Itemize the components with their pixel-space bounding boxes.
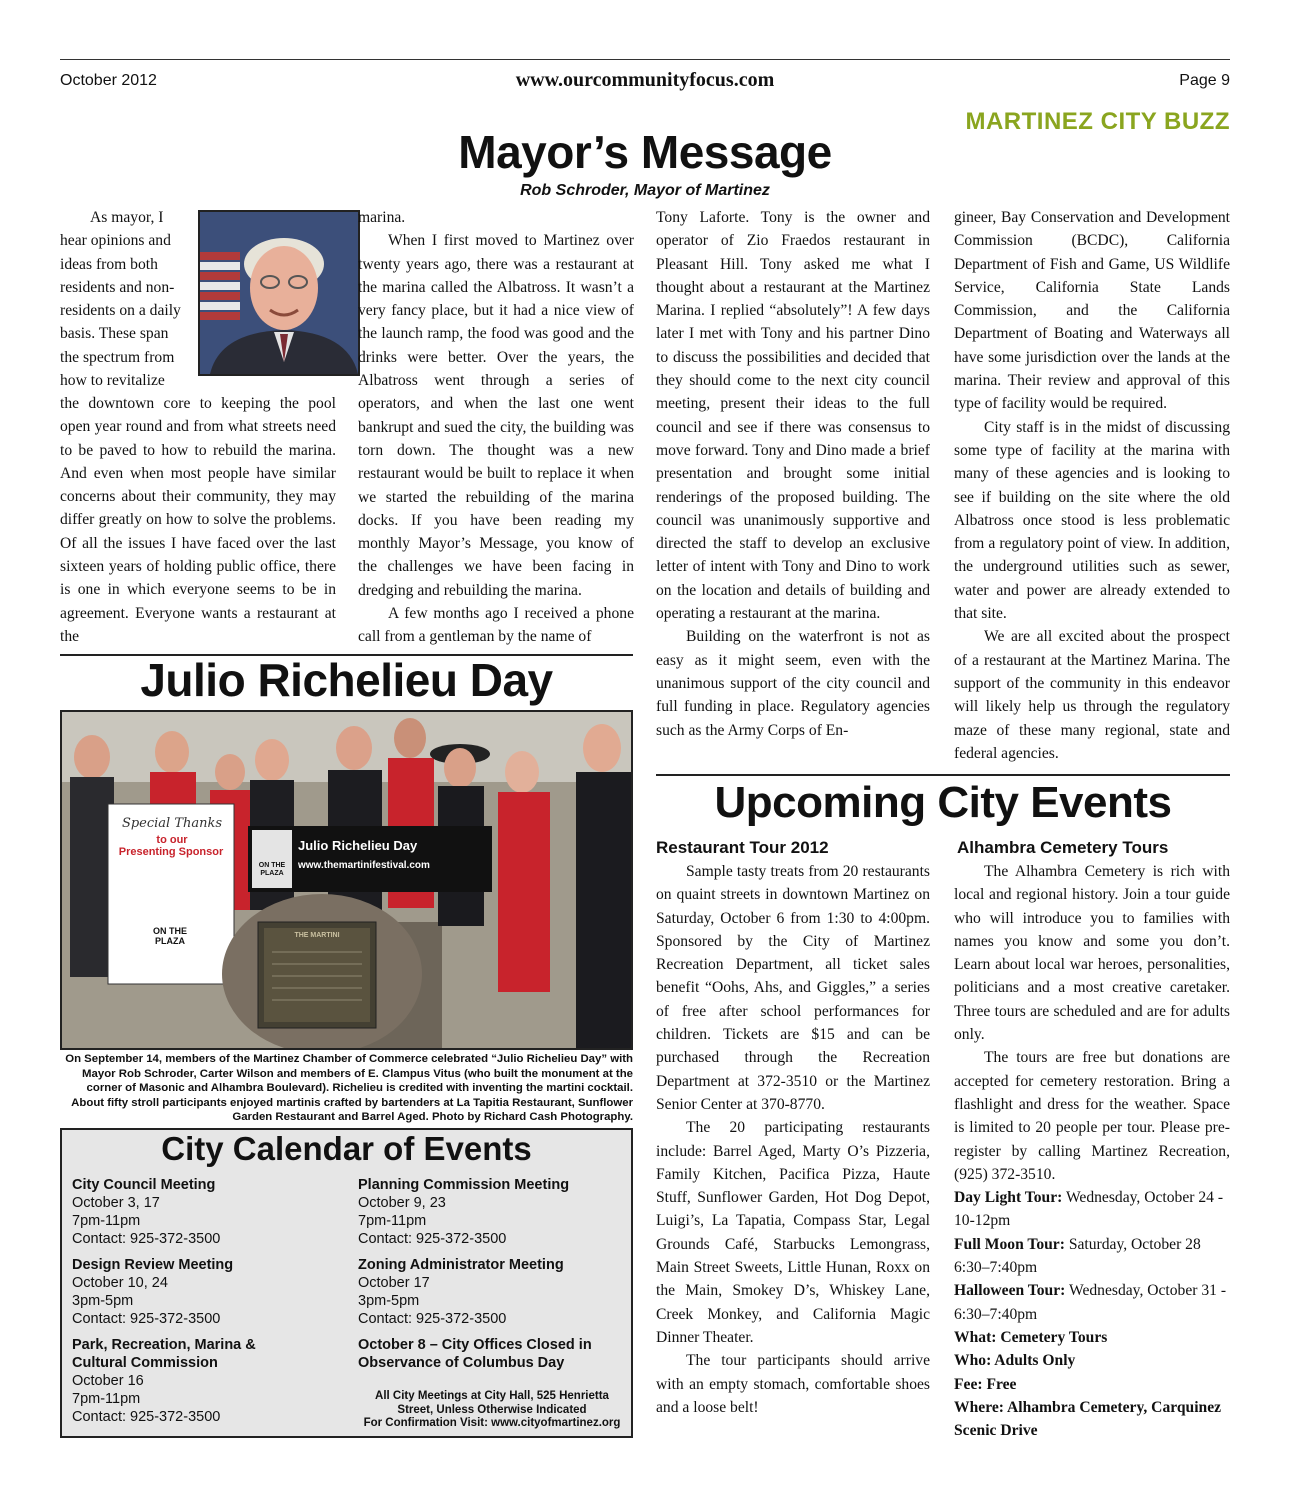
page-number: Page 9 <box>1179 72 1230 89</box>
calendar-left-col <box>72 1176 342 1426</box>
calendar-item-line: Contact: 925-372-3500 <box>72 1231 221 1247</box>
plaque-title: THE MARTINI <box>294 932 340 939</box>
calendar-item-line: October 17 <box>358 1275 430 1291</box>
calendar-item <box>358 1336 608 1372</box>
moon-tour-label: Full Moon Tour: <box>954 1235 1065 1253</box>
text-line: the spectrum from <box>60 348 175 366</box>
julio-event-photo <box>60 710 633 1050</box>
paragraph: The Alhambra Cemetery is rich with local and regional history. Join a tour guide who will introduce you to families with names you know and some you don’t. Learn about local war heroes, personalities, politicians and a most creative caretaker. Three tours are scheduled and are for adults only. <box>954 863 1230 1044</box>
paragraph: gineer, Bay Conservation and Development Commission (BCDC), California Department of Fish and Game, US Wildlife Service, California State Lands Commission, and the California Department of Boating and Waterways all have some jurisdiction over the lands at the marina. Their review and approval of this type of facility would be required. <box>954 209 1230 413</box>
moon-tour-value: Saturday, October 28 6:30–7:40pm <box>954 1235 1201 1277</box>
mayor-col4 <box>954 206 1230 765</box>
mayor-portrait-image <box>200 212 358 374</box>
calendar-item-line: Contact: 925-372-3500 <box>358 1231 507 1247</box>
mayor-portrait <box>198 210 360 376</box>
mayor-byline: Rob Schroder, Mayor of Martinez <box>520 182 770 199</box>
text-line: basis. These span <box>60 325 169 343</box>
website-url[interactable]: www.ourcommunityfocus.com <box>515 69 775 91</box>
calendar-item-line: Contact: 925-372-3500 <box>358 1311 507 1327</box>
banner-title: Julio Richelieu Day <box>298 838 418 853</box>
calendar-title: City Calendar of Events <box>161 1130 532 1167</box>
paragraph: A few months ago I received a phone call from a gentleman by the name of <box>358 605 634 646</box>
mayor-col1-rest: the downtown core to keeping the pool open year round and from what streets need to be paved to how to rebuild the marina. And even when most people have similar concerns about their community, they may differ greatly on how to solve the problems. Of all the issues I have faced over the last sixteen years of holding public office, there is one in which everyone seems to be in agreement. Everyone wants a restaurant at the <box>60 395 336 645</box>
day-tour-label: Day Light Tour: <box>954 1189 1063 1207</box>
calendar-footer <box>352 1390 632 1431</box>
julio-event-photo-image <box>62 712 631 1048</box>
calendar-item-line: October 16 <box>72 1373 144 1389</box>
calendar-item-line: Contact: 925-372-3500 <box>72 1409 221 1425</box>
banner-plaza-text: ON THE PLAZA <box>258 862 286 877</box>
what-line: What: Cemetery Tours <box>954 1328 1108 1346</box>
calendar-item-line: 3pm-5pm <box>358 1293 420 1309</box>
calendar-item-line: 7pm-11pm <box>72 1391 141 1407</box>
who-line: Who: Adults Only <box>954 1352 1076 1370</box>
tour-schedule <box>954 1186 1230 1233</box>
paragraph: Sample tasty treats from 20 restaurants on quaint streets in downtown Martinez on Saturday, October 6 from 1:30 to 4:00pm. Sponsored by the City of Martinez Recreation Department, all ticket sales benefit “Oohs, Ahs, and Giggles,” a series of free after school performances for children. Tickets are $15 and can be purchased through the Recreation Department at 372-3510 or the Martinez Senior Center at 370-8770. <box>656 863 930 1113</box>
tour-heading: Restaurant Tour 2012 <box>656 838 829 857</box>
sign-sponsor: Presenting Sponsor <box>118 846 224 858</box>
banner-url: www.themartinifestival.com <box>298 860 430 871</box>
text-line: how to revitalize <box>60 372 165 390</box>
calendar-item-line: October 10, 24 <box>72 1275 168 1291</box>
section-title: MARTINEZ CITY BUZZ <box>965 108 1230 135</box>
fee-line: Fee: Free <box>954 1375 1017 1393</box>
halloween-tour-label: Halloween Tour: <box>954 1282 1066 1300</box>
text-line: residents on a daily <box>60 302 181 320</box>
text-line: As mayor, I <box>90 209 164 226</box>
calendar-item <box>72 1336 282 1426</box>
text-line: hear opinions and <box>60 232 171 250</box>
issue-date: October 2012 <box>60 72 157 89</box>
calendar-item-title: October 8 – City Offices Closed in Observance of Columbus Day <box>358 1337 592 1371</box>
calendar-item-title: City Council Meeting <box>72 1177 216 1193</box>
paragraph: When I first moved to Martinez over twenty years ago, there was a restaurant at the marina called the Albatross. It wasn’t a very fancy place, but it had a nice view of the launch ramp, the food was good and the drinks were better. Over the years, the Albatross went through a series of operators, and when the last one went bankrupt and sued the city, the building was torn down. The thought was a new restaurant would be built to replace it when we started the rebuilding of the marina docks. If you have been reading my monthly Mayor’s Message, you know of the challenges we have been facing in dredging and rebuilding the marina. <box>358 232 634 599</box>
mayor-col1-wrap <box>60 206 196 392</box>
tour-schedule <box>954 1233 1230 1280</box>
paragraph: City staff is in the midst of discussing some type of facility at the marina with many of these agencies and is looking to see if building on the site where the old Albatross once stood is less problematic from a regulatory point of view. In addition, the underground utilities such as sewer, water and power are already extended to that site. <box>954 418 1230 623</box>
calendar-item-line: 7pm-11pm <box>358 1213 427 1229</box>
sign-thanks: Special Thanks <box>121 816 223 831</box>
paragraph: The tours are free but donations are accepted for cemetery restoration. Bring a flashlight and dress for the weather. Space is limited to 20 people per tour. Please pre-register by calling Martinez Recreation, (925) 372-3510. <box>954 1049 1230 1183</box>
mayor-col3 <box>656 206 930 742</box>
calendar-footer-line: Street, Unless Otherwise Indicated <box>397 1403 587 1416</box>
cemetery-heading: Alhambra Cemetery Tours <box>957 838 1169 857</box>
calendar-item-line: Contact: 925-372-3500 <box>72 1311 221 1327</box>
paragraph: The tour participants should arrive with an empty stomach, comfortable shoes and a loose belt! <box>656 1352 930 1416</box>
calendar-item <box>358 1176 618 1248</box>
cemetery-text <box>954 860 1230 1442</box>
day-tour-value: Wednesday, October 24 - 10-12pm <box>954 1189 1224 1230</box>
photo-caption: On September 14, members of the Martinez Chamber of Commerce celebrated “Julio Richelieu Day” with Mayor Rob Schroder, Carter Wilson and members of E. Clampus Vitus (who built the monument at the corner of Masonic and Alhambra Boulevard). Richelieu is credited with inventing the martini cocktail. About fifty stroll participants enjoyed martinis crafted by bartenders at La Tapitia Restaurant, Sunflower Garden Restaurant and Barrel Aged. Photo by Richard Cash Photography. <box>65 1053 633 1124</box>
calendar-item-title: Zoning Administrator Meeting <box>358 1257 564 1273</box>
calendar-item-line: 7pm-11pm <box>72 1213 141 1229</box>
paragraph: Building on the waterfront is not as easy as it might seem, even with the unanimous support of the city council and full funding in place. Regulatory agencies such as the Army Corps of En- <box>656 628 930 739</box>
calendar-item-title: Park, Recreation, Marina & Cultural Commission <box>72 1337 256 1371</box>
calendar-item-line: October 9, 23 <box>358 1195 446 1211</box>
tour-text <box>656 860 930 1419</box>
text-line: residents and non- <box>60 278 175 296</box>
where-line: Where: Alhambra Cemetery, Carquinez Scenic Drive <box>954 1398 1222 1440</box>
calendar-right-col <box>358 1176 618 1372</box>
sign-plaza-text: ON THE PLAZA <box>144 926 196 946</box>
text-line: ideas from both <box>60 255 158 273</box>
mayor-headline: Mayor’s Message <box>458 126 832 178</box>
julio-headline: Julio Richelieu Day <box>140 654 553 706</box>
calendar-item-title: Planning Commission Meeting <box>358 1177 570 1193</box>
header-rule <box>60 59 1230 60</box>
paragraph: The 20 participating restaurants include: Barrel Aged, Marty O’s Pizzeria, Family Kitchen, Pacifica Pizza, Haute Stuff, Sunflower Garden, Hot Dog Depot, Luigi’s, La Tapatia, Compass Star, Legal Grounds Café, Starbucks Lemongrass, Main Street Sweets, Little Hunan, Roxx on the Main, Smokey D’s, Whiskey Lane, Creek Monkey, and California Magic Dinner Theater. <box>656 1119 930 1346</box>
events-headline: Upcoming City Events <box>714 778 1172 827</box>
calendar-box <box>60 1128 633 1438</box>
calendar-item-line: 3pm-5pm <box>72 1293 134 1309</box>
calendar-item-line: October 3, 17 <box>72 1195 160 1211</box>
calendar-footer-line[interactable]: For Confirmation Visit: www.cityofmartinez.org <box>363 1417 621 1429</box>
paragraph: We are all excited about the prospect of a restaurant at the Martinez Marina. The support of the community in this endeavor will likely help us through the regulatory maze of these many regional, state and federal agencies. <box>954 628 1230 762</box>
calendar-item <box>72 1176 342 1248</box>
paragraph: Tony Laforte. Tony is the owner and operator of Zio Fraedos restaurant in Pleasant Hill. Tony asked me what I thought about a restaurant at the Martinez Marina. I replied “absolutely”! A few days later I met with Tony and his partner Dino to discuss the possibilities and decided that they should come to the next city council meeting, present their ideas to the full council and see if there was consensus to move forward. Tony and Dino made a brief presentation and brought some initial renderings of the proposed building. The council was unanimously supportive and directed the staff to develop an exclusive letter of intent with Tony and Dino to work on the location and details of building and operating a restaurant at the marina. <box>656 209 930 623</box>
calendar-item <box>358 1256 618 1328</box>
calendar-item <box>72 1256 342 1328</box>
calendar-footer-line: All City Meetings at City Hall, 525 Henrietta <box>375 1390 609 1402</box>
paragraph: marina. <box>358 209 406 226</box>
sign-to: to our <box>156 834 188 846</box>
mayor-col2 <box>358 206 634 649</box>
tour-schedule <box>954 1279 1230 1326</box>
calendar-item-title: Design Review Meeting <box>72 1257 234 1273</box>
halloween-tour-value: Wednesday, October 31 - 6:30–7:40pm <box>954 1282 1227 1323</box>
